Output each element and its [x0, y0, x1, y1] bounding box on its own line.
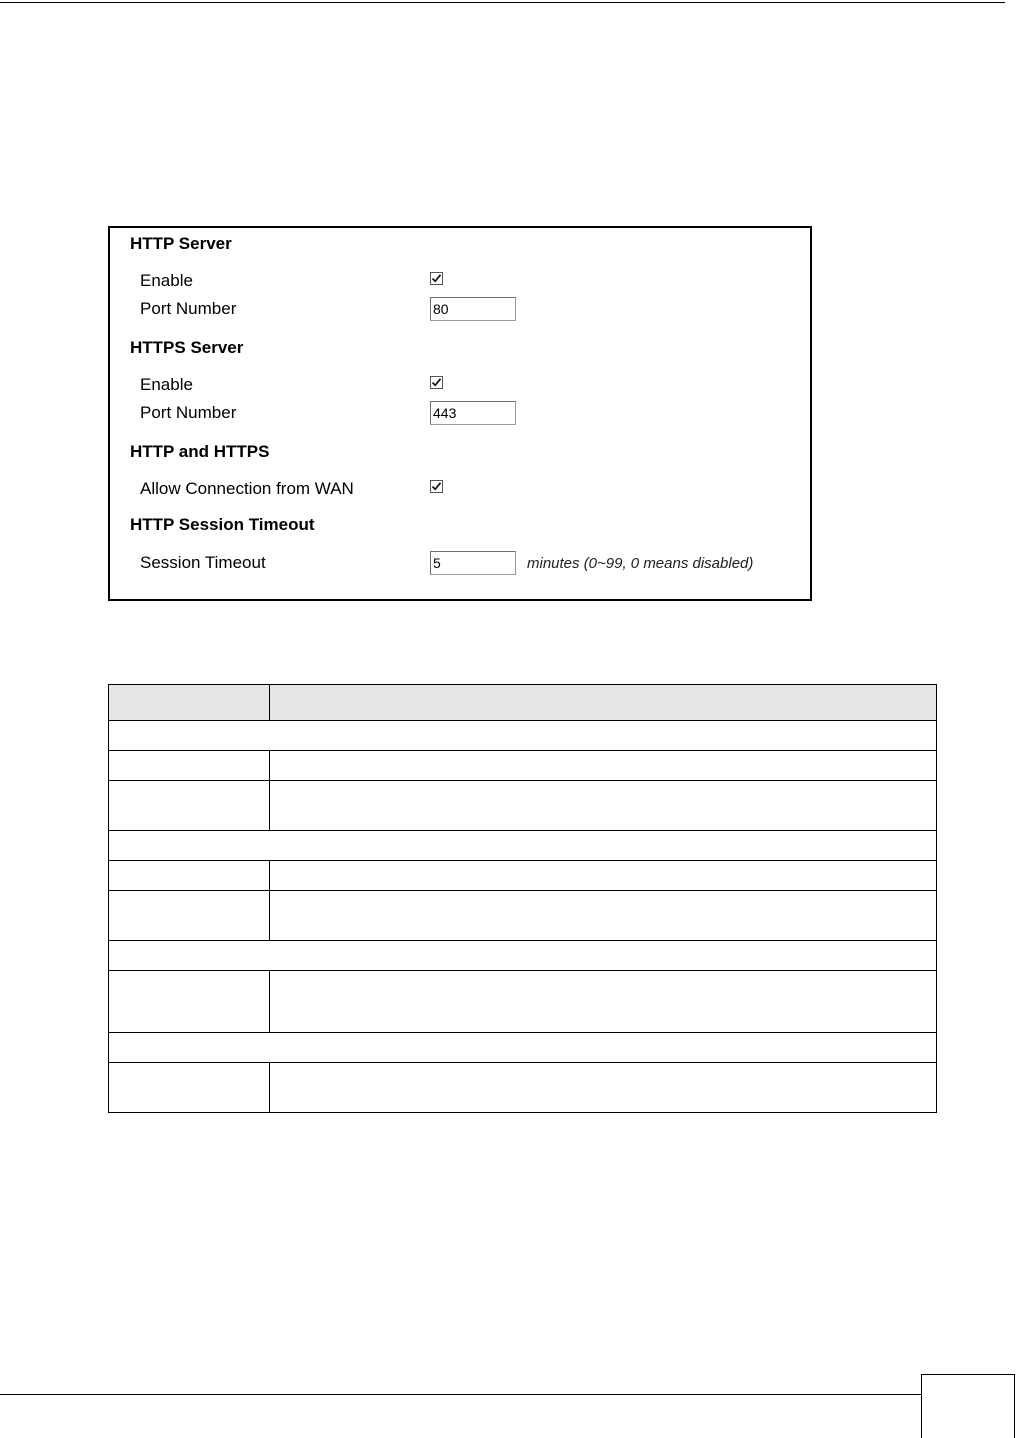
table-cell	[270, 1063, 937, 1113]
table-cell	[270, 891, 937, 941]
table-header-description-cell	[270, 685, 937, 721]
https-port-input[interactable]	[430, 401, 516, 425]
https-server-title: HTTPS Server	[130, 338, 244, 357]
table-section-row	[109, 1033, 937, 1063]
http-settings-panel	[108, 226, 812, 601]
page-number-box	[921, 1374, 1015, 1438]
table-cell	[109, 1063, 270, 1113]
http-enable-label: Enable	[140, 271, 193, 290]
http-port-input[interactable]	[430, 297, 516, 321]
https-enable-label: Enable	[140, 375, 193, 394]
http-enable-checkbox[interactable]	[430, 272, 443, 285]
table-row	[109, 971, 937, 1033]
table-cell	[109, 941, 937, 971]
table-header-label-cell	[109, 685, 270, 721]
table-row	[109, 1063, 937, 1113]
table-cell	[109, 971, 270, 1033]
table-row	[109, 891, 937, 941]
allow-wan-label: Allow Connection from WAN	[140, 479, 354, 498]
table-cell	[109, 1033, 937, 1063]
table-section-row	[109, 831, 937, 861]
http-and-https-title: HTTP and HTTPS	[130, 442, 270, 461]
field-description-table	[108, 684, 937, 1113]
http-port-label: Port Number	[140, 299, 237, 318]
table-cell	[270, 751, 937, 781]
table-cell	[109, 721, 937, 751]
table-cell	[109, 781, 270, 831]
table-cell	[109, 891, 270, 941]
session-timeout-input[interactable]	[430, 551, 516, 575]
session-timeout-label: Session Timeout	[140, 553, 266, 572]
table-cell	[109, 861, 270, 891]
checkmark-icon	[431, 377, 442, 388]
checkmark-icon	[431, 273, 442, 284]
session-timeout-title: HTTP Session Timeout	[130, 515, 315, 534]
header-rule	[0, 2, 1005, 3]
allow-wan-checkbox[interactable]	[430, 480, 443, 493]
https-port-label: Port Number	[140, 403, 237, 422]
table-row	[109, 751, 937, 781]
table-cell	[270, 781, 937, 831]
https-enable-checkbox[interactable]	[430, 376, 443, 389]
table-cell	[109, 751, 270, 781]
http-server-title: HTTP Server	[130, 234, 232, 253]
table-row	[109, 781, 937, 831]
session-timeout-hint: minutes (0~99, 0 means disabled)	[527, 555, 754, 572]
table-cell	[270, 971, 937, 1033]
table-section-row	[109, 941, 937, 971]
checkmark-icon	[431, 481, 442, 492]
footer-rule	[0, 1394, 922, 1395]
table-header-row	[109, 685, 937, 721]
table-cell	[270, 861, 937, 891]
table-row	[109, 861, 937, 891]
table-cell	[109, 831, 937, 861]
table-section-row	[109, 721, 937, 751]
